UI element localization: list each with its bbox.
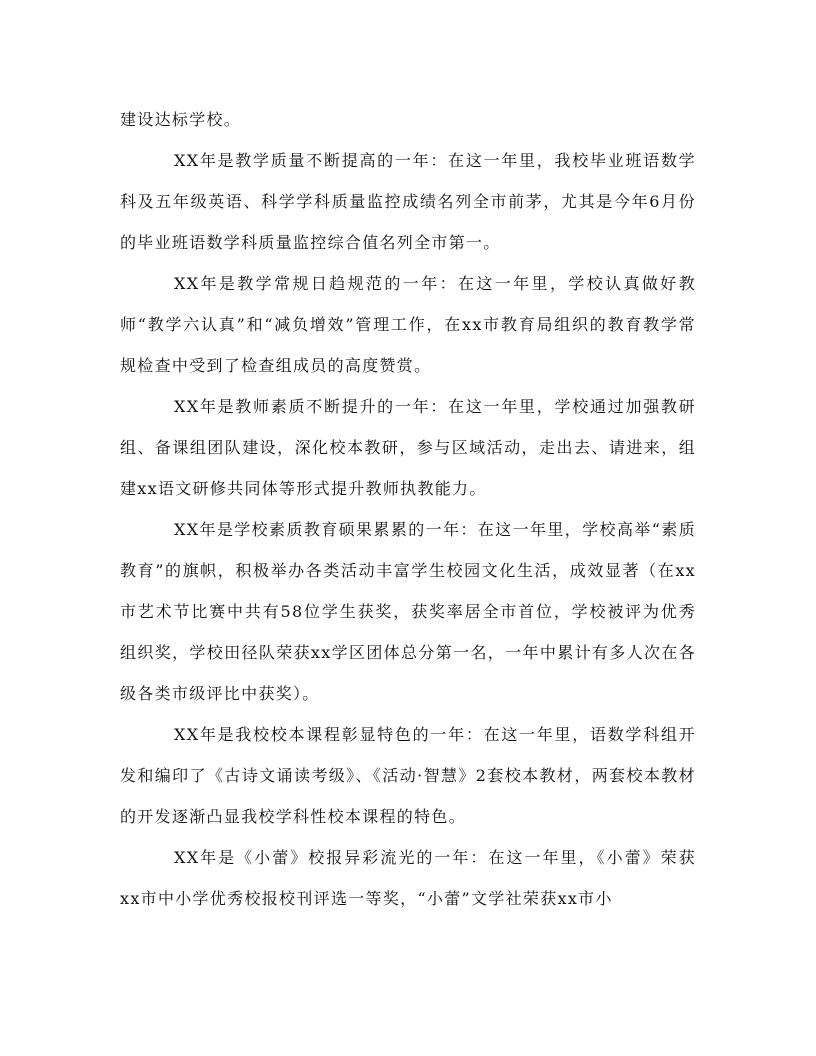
paragraph-5: XX年是学校素质教育硕果累累的一年：在这一年里，学校高举“素质教育”的旗帜，积极举办各类活动丰富学生校园文化生活，成效显著（在xx市艺术节比赛中共有58位学生获奖，获奖率居全市首位，学校被评为优秀组织奖，学校田径队荣获xx学区团体总分第一名，一年中累计有多人次在各级各类市级评比中获奖）。 xyxy=(120,520,696,703)
paragraph-1: 建设达标学校。 xyxy=(120,110,242,129)
paragraph-7: XX年是《小蕾》校报异彩流光的一年：在这一年里，《小蕾》荣获xx市中小学优秀校报校刊评选一等奖，“小蕾”文学社荣获xx市小 xyxy=(120,848,696,908)
document-body xyxy=(120,99,696,919)
paragraph-4: XX年是教师素质不断提升的一年：在这一年里，学校通过加强教研组、备课组团队建设，深化校本教研，参与区域活动，走出去、请进来，组建xx语文研修共同体等形式提升教师执教能力。 xyxy=(120,397,696,498)
paragraph-6: XX年是我校校本课程彰显特色的一年：在这一年里，语数学科组开发和编印了《古诗文诵读考级》、《活动·智慧》2套校本教材，两套校本教材的开发逐渐凸显我校学科性校本课程的特色。 xyxy=(120,725,696,826)
paragraph-2: XX年是教学质量不断提高的一年：在这一年里，我校毕业班语数学科及五年级英语、科学学科质量监控成绩名列全市前茅，尤其是今年6月份的毕业班语数学科质量监控综合值名列全市第一。 xyxy=(120,151,696,252)
paragraph-3: XX年是教学常规日趋规范的一年：在这一年里，学校认真做好教师“教学六认真”和“减负增效”管理工作，在xx市教育局组织的教育教学常规检查中受到了检查组成员的高度赞赏。 xyxy=(120,274,696,375)
